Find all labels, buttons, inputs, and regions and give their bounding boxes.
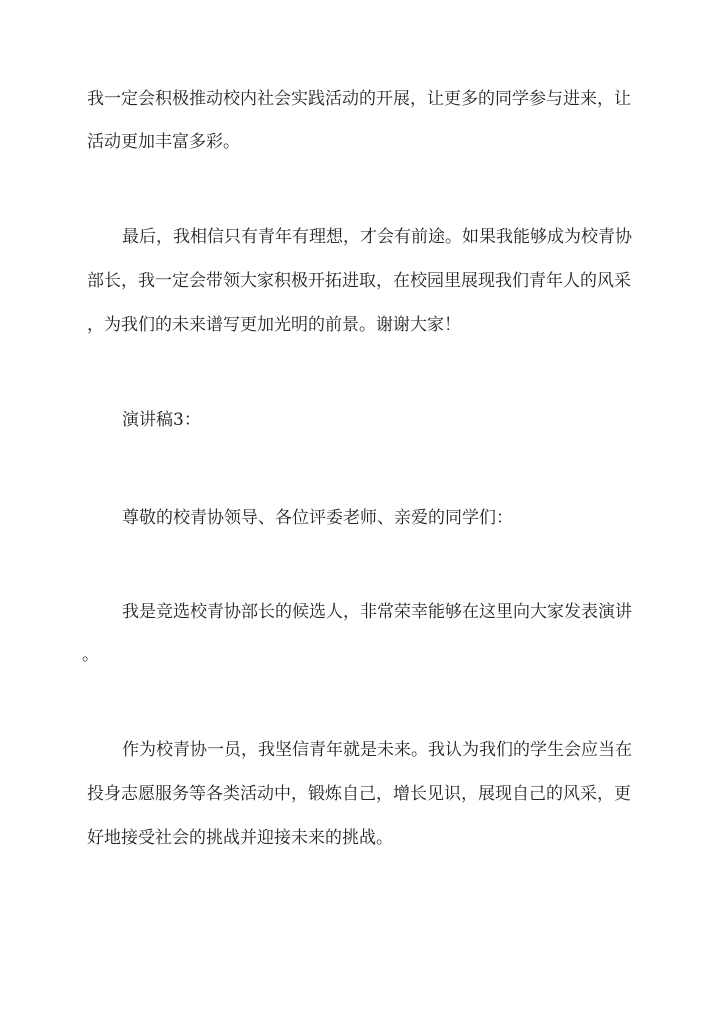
paragraph-4-line-1: 作为校青协一员，我坚信青年就是未来。我认为我们的学生会应当在 [122,740,632,760]
paragraph-2-line-3: ，为我们的未来谱写更加光明的前景。谢谢大家！ [87,315,461,335]
salutation: 尊敬的校青协领导、各位评委老师、亲爱的同学们： [122,508,513,528]
paragraph-2-line-2: 部长，我一定会带领大家积极开拓进取，在校园里展现我们青年人的风采 [87,271,631,291]
paragraph-4-line-3: 好地接受社会的挑战并迎接未来的挑战。 [87,828,393,848]
paragraph-2-line-1: 最后，我相信只有青年有理想，才会有前途。如果我能够成为校青协 [122,227,632,247]
paragraph-3-line-2: 。 [82,645,99,665]
paragraph-1-line-1: 我一定会积极推动校内社会实践活动的开展，让更多的同学参与进来，让 [87,89,631,109]
paragraph-3-line-1: 我是竞选校青协部长的候选人，非常荣幸能够在这里向大家发表演讲 [122,602,632,622]
paragraph-4-line-2: 投身志愿服务等各类活动中，锻炼自己，增长见识，展现自己的风采，更 [87,784,631,804]
paragraph-1-line-2: 活动更加丰富多彩。 [87,132,240,152]
section-heading: 演讲稿3： [122,410,201,430]
